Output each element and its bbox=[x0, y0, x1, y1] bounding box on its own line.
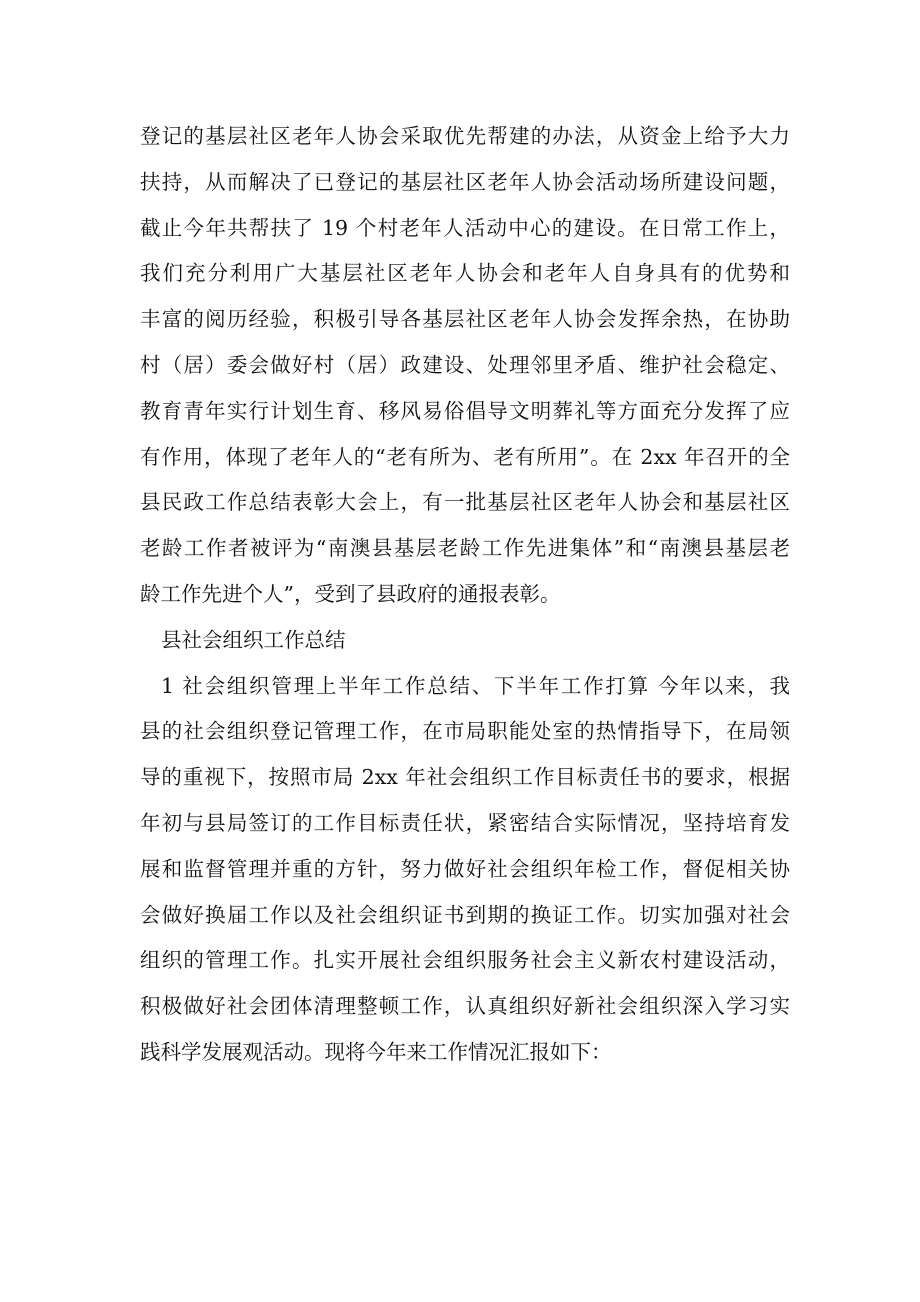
paragraph-line: 老龄工作者被评为“南澳县基层老龄工作先进集体”和“南澳县基层老 bbox=[140, 536, 790, 561]
paragraph-line: 组织的管理工作。扎实开展社会组织服务社会主义新农村建设活动， bbox=[140, 948, 790, 973]
paragraph-line: 县的社会组织登记管理工作，在市局职能处室的热情指导下，在局领 bbox=[140, 719, 790, 744]
paragraph-line: 县民政工作总结表彰大会上，有一批基层社区老年人协会和基层社区 bbox=[140, 490, 790, 515]
paragraph-line: 登记的基层社区老年人协会采取优先帮建的办法，从资金上给予大力 bbox=[140, 124, 790, 148]
paragraph-line: 丰富的阅历经验，积极引导各基层社区老年人协会发挥余热，在协助 bbox=[140, 307, 790, 332]
paragraph-line: 我们充分利用广大基层社区老年人协会和老年人自身具有的优势和 bbox=[140, 261, 790, 286]
paragraph-line: 积极做好社会团体清理整顿工作，认真组织好新社会组织深入学习实 bbox=[140, 994, 790, 1019]
paragraph-line: 展和监督管理并重的方针，努力做好社会组织年检工作，督促相关协 bbox=[140, 856, 790, 881]
paragraph-line: 龄工作先进个人”，受到了县政府的通报表彰。 bbox=[140, 581, 561, 606]
paragraph-line: 1 社会组织管理上半年工作总结、下半年工作打算 今年以来，我 bbox=[161, 673, 790, 698]
paragraph-line: 教育青年实行计划生育、移风易俗倡导文明葬礼等方面充分发挥了应 bbox=[140, 398, 790, 423]
document-body bbox=[140, 114, 790, 1076]
paragraph-line: 有作用，体现了老年人的“老有所为、老有所用”。在 2xx 年召开的全 bbox=[140, 444, 790, 469]
paragraph-line: 会做好换届工作以及社会组织证书到期的换证工作。切实加强对社会 bbox=[140, 902, 790, 927]
paragraph-line: 扶持，从而解决了已登记的基层社区老年人协会活动场所建设问题， bbox=[140, 169, 790, 194]
paragraph-line: 践科学发展观活动。现将今年来工作情况汇报如下： bbox=[140, 1039, 612, 1064]
paragraph-line: 导的重视下，按照市局 2xx 年社会组织工作目标责任书的要求，根据 bbox=[140, 765, 790, 790]
paragraph-line: 村（居）委会做好村（居）政建设、处理邻里矛盾、维护社会稳定、 bbox=[140, 352, 790, 377]
paragraph-line: 截止今年共帮扶了 19 个村老年人活动中心的建设。在日常工作上， bbox=[140, 215, 790, 240]
section-heading: 县社会组织工作总结 bbox=[161, 627, 346, 652]
paragraph-line: 年初与县局签订的工作目标责任状，紧密结合实际情况，坚持培育发 bbox=[140, 810, 790, 835]
